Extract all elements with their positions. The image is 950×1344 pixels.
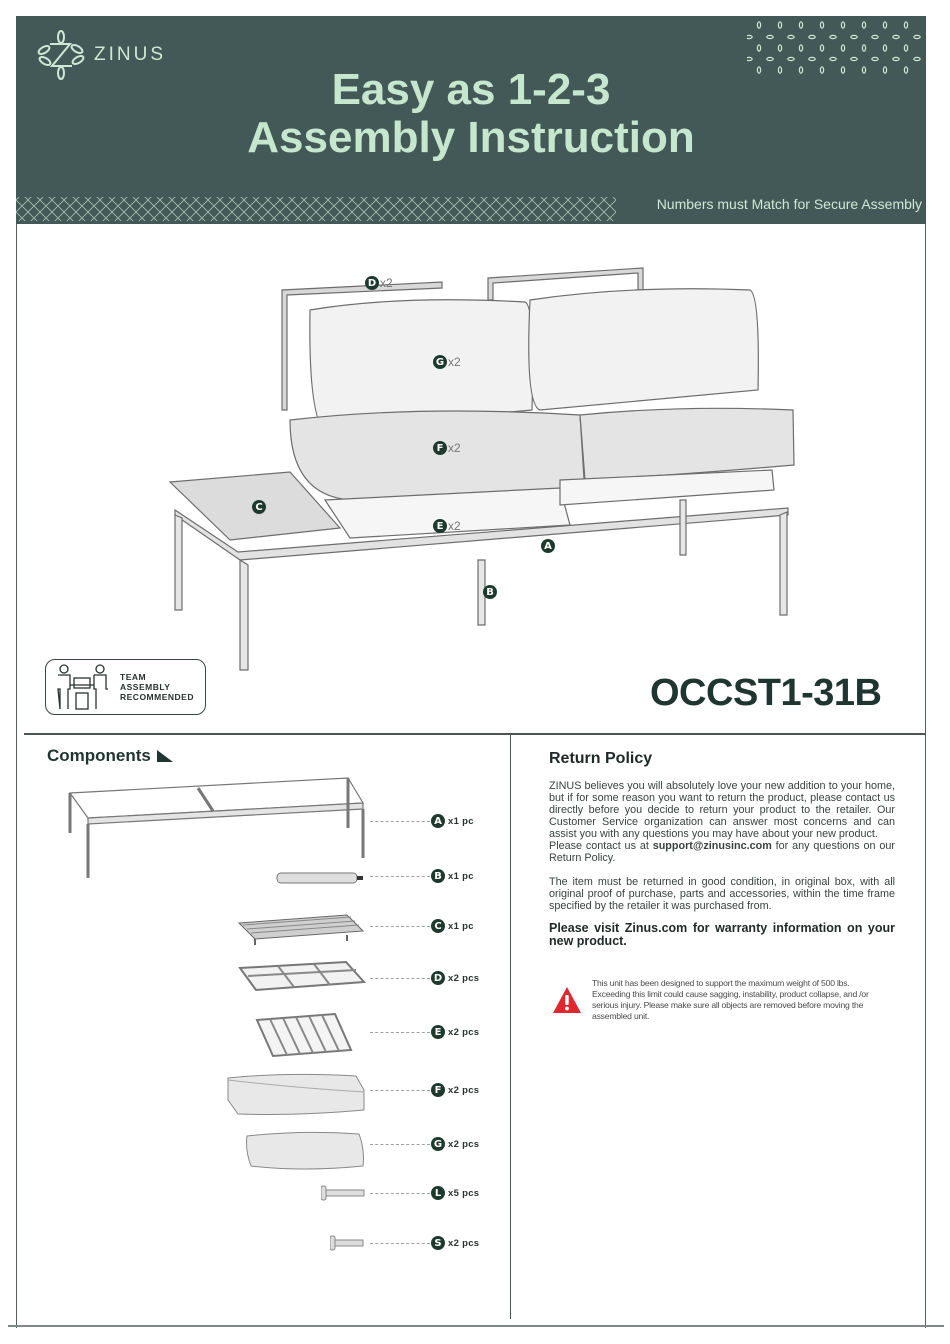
component-qty: x1 pc bbox=[448, 870, 474, 882]
component-row-C bbox=[370, 919, 474, 933]
leader-line bbox=[370, 1193, 430, 1194]
callout-qty: x2 bbox=[380, 276, 393, 290]
badge-B: B bbox=[431, 869, 445, 883]
return-conditions: The item must be returned in good condition, in original box, with all original proof of purchase, parts and accessories, within the time frame specified by the retailer it was purchased from. bbox=[549, 876, 895, 912]
callout-qty: x2 bbox=[448, 355, 461, 369]
warning-text: This unit has been designed to support the maximum weight of 500 lbs. Exceeding this limit could cause sagging, instability, product collapse, and /or serious injury. Please make sure all objects are removed before moving the assembled unit. bbox=[592, 978, 869, 1021]
component-row-F bbox=[370, 1083, 479, 1097]
callout-D bbox=[365, 276, 393, 290]
header-banner bbox=[16, 16, 926, 224]
components-heading bbox=[47, 746, 173, 766]
component-qty: x2 pcs bbox=[448, 1084, 480, 1096]
leader-line bbox=[370, 1032, 430, 1033]
part-G-back-cushion-image bbox=[243, 1130, 367, 1172]
components-title-text: Components bbox=[47, 746, 151, 765]
page-title bbox=[16, 66, 926, 162]
badge-S: S bbox=[431, 1236, 445, 1250]
corner-triangle-icon bbox=[157, 750, 173, 762]
badge-E: E bbox=[431, 1025, 445, 1039]
component-row-L bbox=[370, 1186, 479, 1200]
weight-warning bbox=[552, 978, 884, 1022]
section-divider bbox=[24, 733, 926, 735]
leader-line bbox=[370, 978, 430, 979]
callout-G bbox=[433, 355, 461, 369]
badge-C: C bbox=[431, 919, 445, 933]
team-line-2: ASSEMBLY bbox=[120, 682, 171, 692]
component-qty: x2 pcs bbox=[448, 1237, 480, 1249]
leader-line bbox=[370, 1090, 430, 1091]
leader-line bbox=[370, 926, 430, 927]
component-row-D bbox=[370, 971, 479, 985]
part-S-short-bolt-image bbox=[330, 1235, 366, 1251]
part-D-backrest-frame-image bbox=[238, 960, 368, 996]
column-divider bbox=[510, 734, 511, 1319]
part-E-seat-frame-image bbox=[255, 1010, 367, 1060]
part-B-leg-image bbox=[275, 870, 365, 886]
leader-line bbox=[370, 876, 430, 877]
badge-G: G bbox=[433, 355, 447, 369]
title-line-1: Easy as 1-2-3 bbox=[331, 65, 611, 114]
badge-L: L bbox=[431, 1186, 445, 1200]
component-row-G bbox=[370, 1137, 479, 1151]
part-L-long-bolt-image bbox=[321, 1185, 367, 1201]
badge-F: F bbox=[433, 441, 447, 455]
badge-E: E bbox=[433, 519, 447, 533]
component-row-S bbox=[370, 1236, 479, 1250]
callout-qty: x2 bbox=[448, 441, 461, 455]
contact-prefix: Please contact us at bbox=[549, 840, 653, 852]
component-qty: x1 pc bbox=[448, 920, 474, 932]
team-assembly-badge bbox=[45, 659, 206, 715]
header-subtitle: Numbers must Match for Secure Assembly bbox=[656, 196, 922, 212]
leader-line bbox=[370, 1243, 430, 1244]
two-people-icon bbox=[54, 663, 112, 711]
team-assembly-text bbox=[120, 672, 194, 702]
callout-B bbox=[483, 585, 497, 599]
badge-G: G bbox=[431, 1137, 445, 1151]
brand-name: ZINUS bbox=[94, 44, 166, 65]
return-policy-title: Return Policy bbox=[549, 750, 653, 767]
page-frame-bottom bbox=[8, 1325, 944, 1327]
callout-E bbox=[433, 519, 461, 533]
component-qty: x2 pcs bbox=[448, 972, 480, 984]
model-number: OCCST1-31B bbox=[650, 672, 882, 714]
callout-C bbox=[252, 500, 266, 514]
warranty-notice: Please visit Zinus.com for warranty information on your new product. bbox=[549, 921, 895, 948]
badge-F: F bbox=[431, 1083, 445, 1097]
team-line-3: RECOMMENDED bbox=[120, 692, 194, 702]
team-line-1: TEAM bbox=[120, 672, 147, 682]
support-email-link[interactable]: support@zinusinc.com bbox=[652, 840, 772, 852]
warning-triangle-icon bbox=[552, 986, 582, 1014]
part-C-table-top-image bbox=[237, 913, 367, 945]
badge-D: D bbox=[365, 276, 379, 290]
part-A-base-frame-image bbox=[68, 773, 368, 883]
component-qty: x1 pc bbox=[448, 815, 474, 827]
diamond-lattice-band bbox=[16, 194, 616, 224]
return-policy-section bbox=[549, 750, 895, 948]
component-qty: x2 pcs bbox=[448, 1138, 480, 1150]
return-policy-intro bbox=[549, 780, 895, 864]
callout-F bbox=[433, 441, 461, 455]
component-row-E bbox=[370, 1025, 479, 1039]
leader-line bbox=[370, 1144, 430, 1145]
badge-D: D bbox=[431, 971, 445, 985]
callout-qty: x2 bbox=[448, 519, 461, 533]
leader-line bbox=[370, 821, 430, 822]
part-F-seat-cushion-image bbox=[226, 1070, 366, 1118]
contact-suffix: for any questions on our Return Policy. bbox=[549, 840, 895, 864]
badge-B: B bbox=[483, 585, 497, 599]
component-row-A bbox=[370, 814, 474, 828]
component-row-B bbox=[370, 869, 474, 883]
component-qty: x2 pcs bbox=[448, 1026, 480, 1038]
title-line-2: Assembly Instruction bbox=[247, 113, 695, 162]
badge-C: C bbox=[252, 500, 266, 514]
assembled-sofa-illustration bbox=[160, 260, 800, 680]
badge-A: A bbox=[431, 814, 445, 828]
component-qty: x5 pcs bbox=[448, 1187, 480, 1199]
callout-A bbox=[541, 539, 555, 553]
policy-paragraph: ZINUS believes you will absolutely love your new addition to your home, but if for some reason you want to return the product, please contact us directly before you decide to return your product to the retailer. Our Customer Service organization can answer most concerns and can assist you with any questions you may have about your new product. bbox=[549, 780, 895, 840]
badge-A: A bbox=[541, 539, 555, 553]
